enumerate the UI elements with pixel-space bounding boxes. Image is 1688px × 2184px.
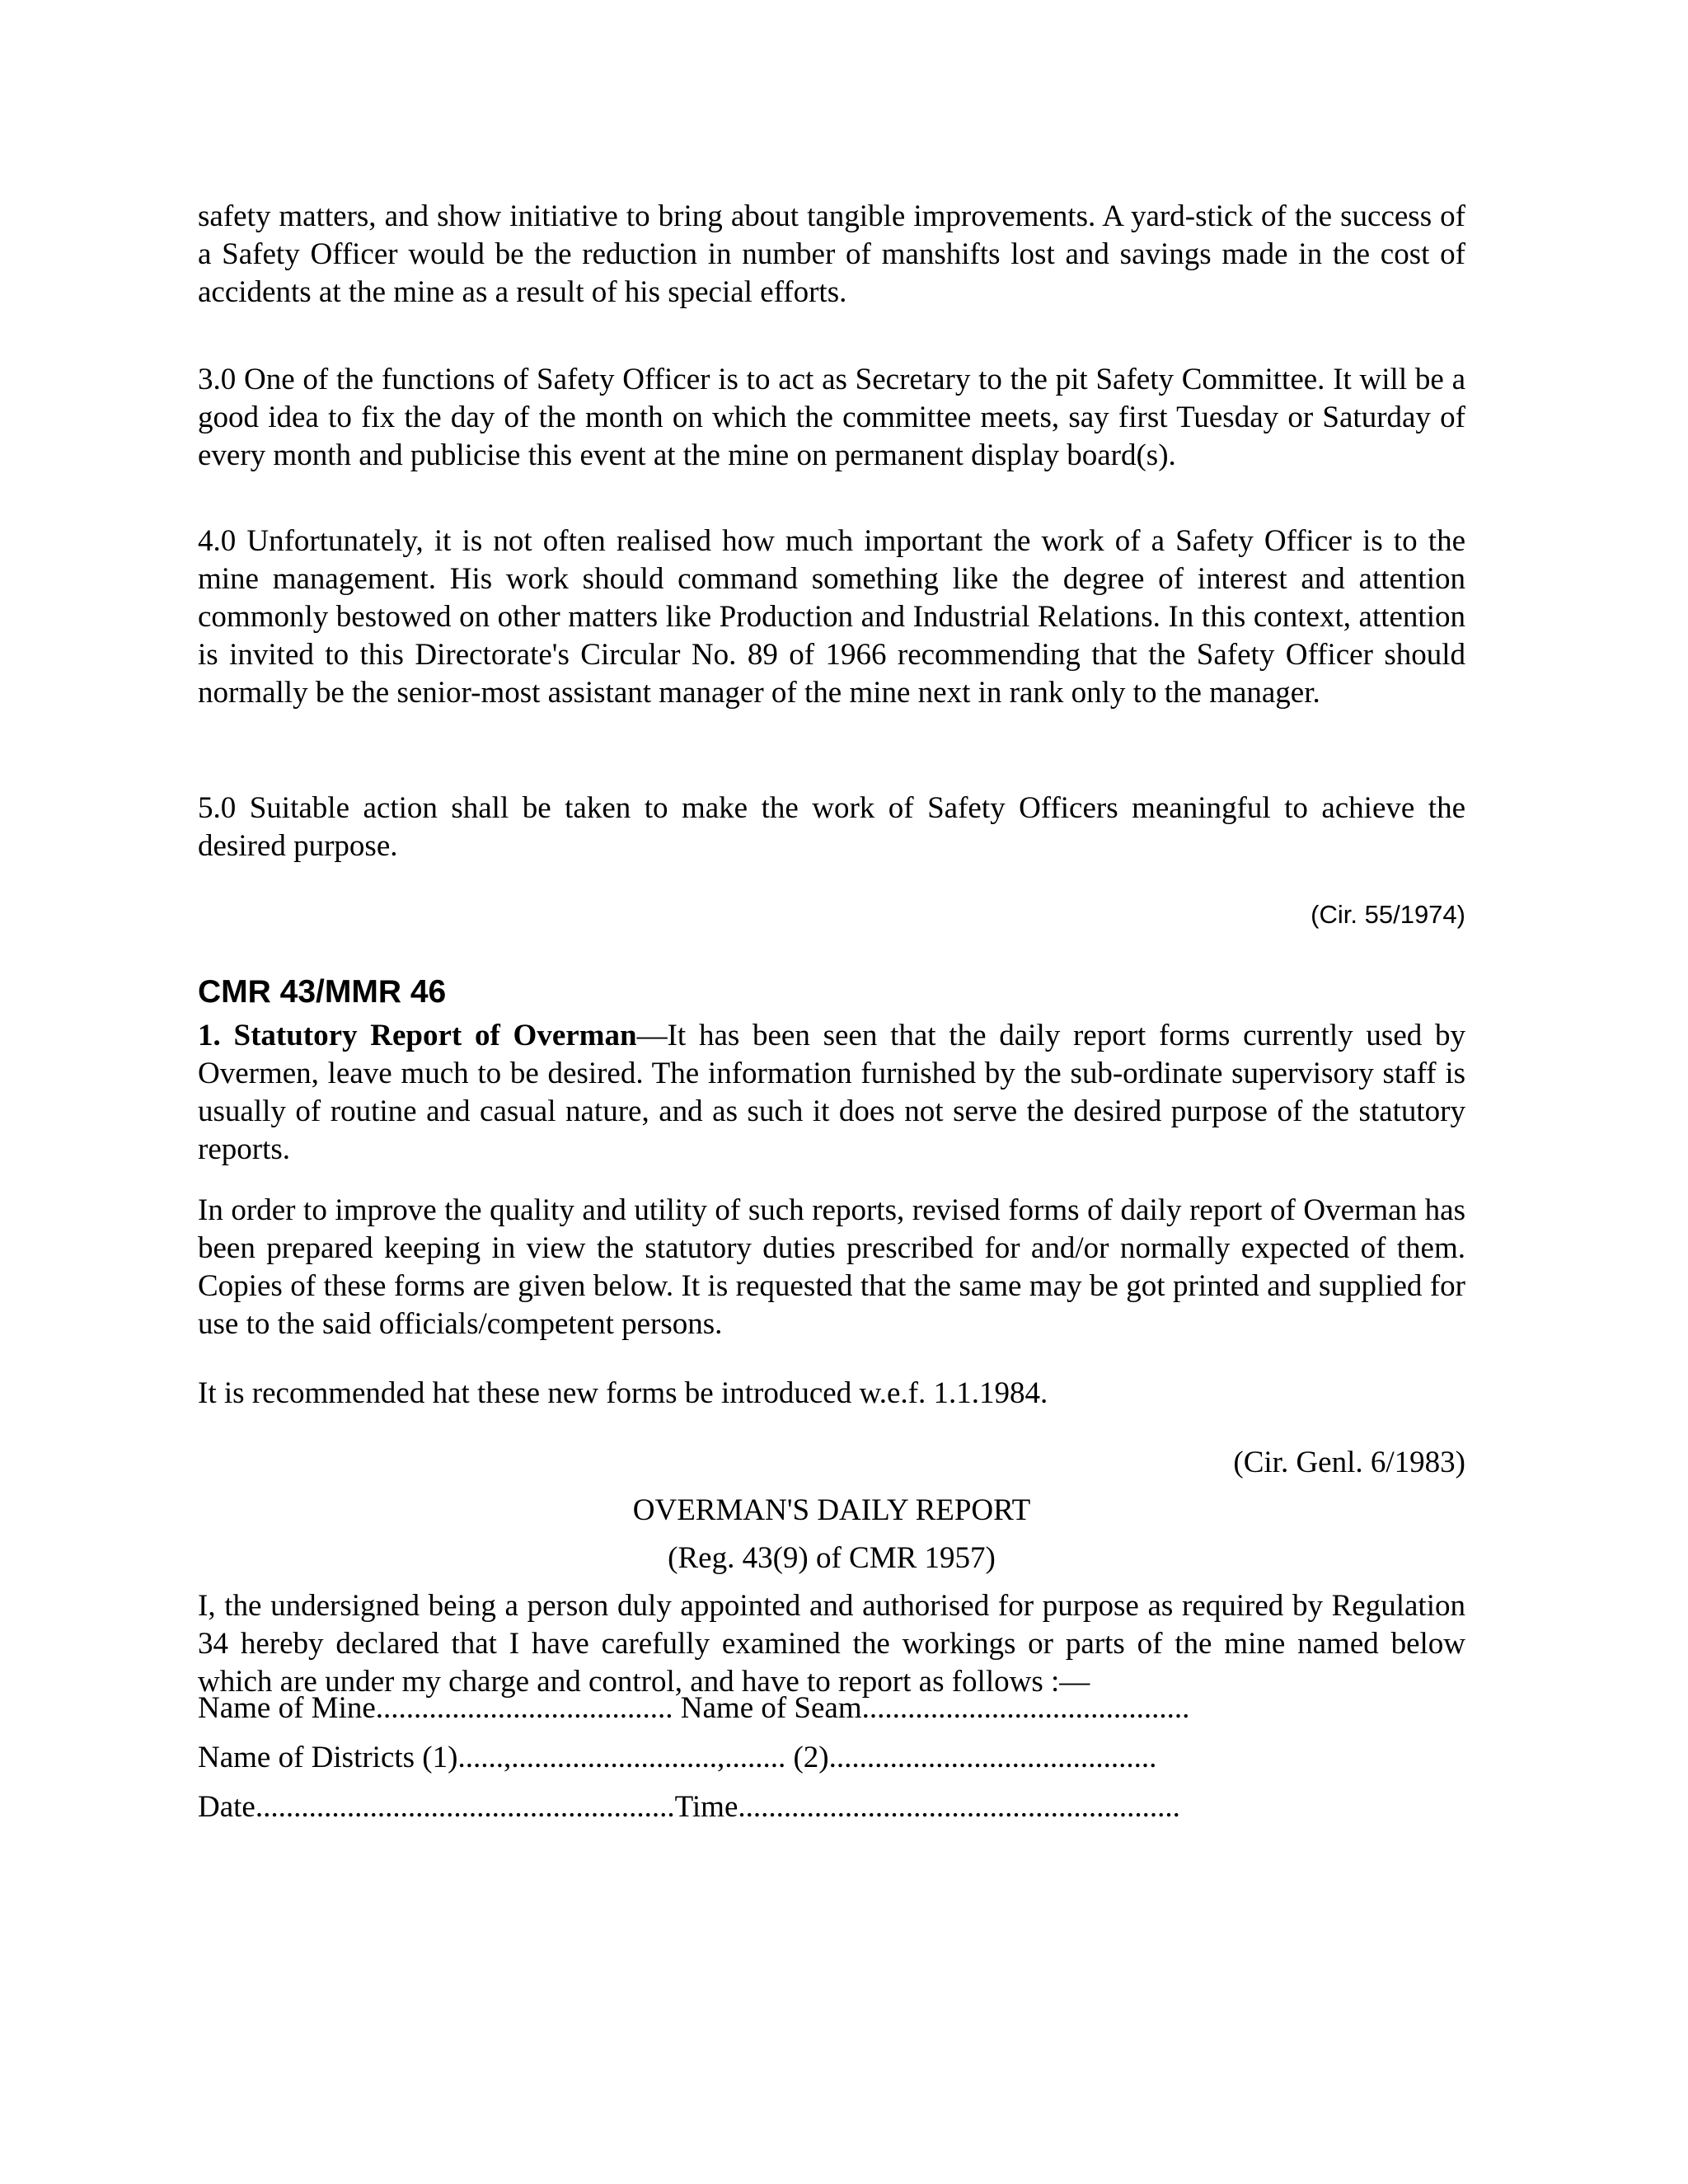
field-mine-seam: Name of Mine....................................... Name of Seam........................................... [198,1691,1190,1725]
citation-1974: (Cir. 55/1974) [1311,900,1465,929]
paragraph-improve: In order to improve the quality and utility of such reports, revised forms of daily report of Overman has been prepared keeping in view the statutory duties prescribed for and/or normally expected of them. Copies of these forms are given below. It is requested that the same may be got printed and supplied for use to the said officials/competent persons. [198,1193,1465,1341]
paragraph-recommend: It is recommended hat these new forms be introduced w.e.f. 1.1.1984. [198,1376,1048,1410]
form-declaration: I, the undersigned being a person duly appointed and authorised for purpose as required by Regulation 34 hereby declared that I have carefully examined the workings or parts of the mine named below which are under my charge and control, and have to report as follows :— [198,1589,1465,1699]
citation-1983: (Cir. Genl. 6/1983) [1233,1446,1465,1479]
item-1-title: 1. Statutory Report of Overman [198,1019,637,1052]
form-title: OVERMAN'S DAILY REPORT [632,1493,1031,1527]
form-regulation: (Reg. 43(9) of CMR 1957) [668,1541,996,1575]
paragraph-3: 3.0 One of the functions of Safety Officer is to act as Secretary to the pit Safety Committee. It will be a good idea to fix the day of the month on which the committee meets, say first Tuesday or Saturday of every month and publicise this event at the mine on permanent display board(s). [198,363,1465,472]
item-1-paragraph [198,1017,1465,1169]
paragraph-4: 4.0 Unfortunately, it is not often realised how much important the work of a Safety Officer is to the mine management. His work should command something like the degree of interest and attention commonly bestowed on other matters like Production and Industrial Relations. In this context, attention is invited to this Directorate's Circular No. 89 of 1966 recommending that the Safety Officer should normally be the senior-most assistant manager of the mine next in rank only to the manager. [198,524,1465,710]
paragraph-5: 5.0 Suitable action shall be taken to make the work of Safety Officers meaningful to achieve the desired purpose. [198,791,1465,863]
paragraph-intro: safety matters, and show initiative to bring about tangible improvements. A yard-stick of the success of a Safety Officer would be the reduction in number of manshifts lost and savings made in the cost of accidents at the mine as a result of his special efforts. [198,199,1465,309]
field-date-time: Date.......................................................Time.......................................................... [198,1790,1180,1824]
field-districts: Name of Districts (1)......,...........................,........ (2)........................................... [198,1741,1157,1774]
item-1-text: —It has been seen that the daily report forms currently used by Overmen, leave much to be desired. The information furnished by the sub-ordinate supervisory staff is usually of routine and casual nature, and as such it does not serve the desired purpose of the statutory reports. [198,1019,1465,1166]
section-heading: CMR 43/MMR 46 [198,974,447,1010]
